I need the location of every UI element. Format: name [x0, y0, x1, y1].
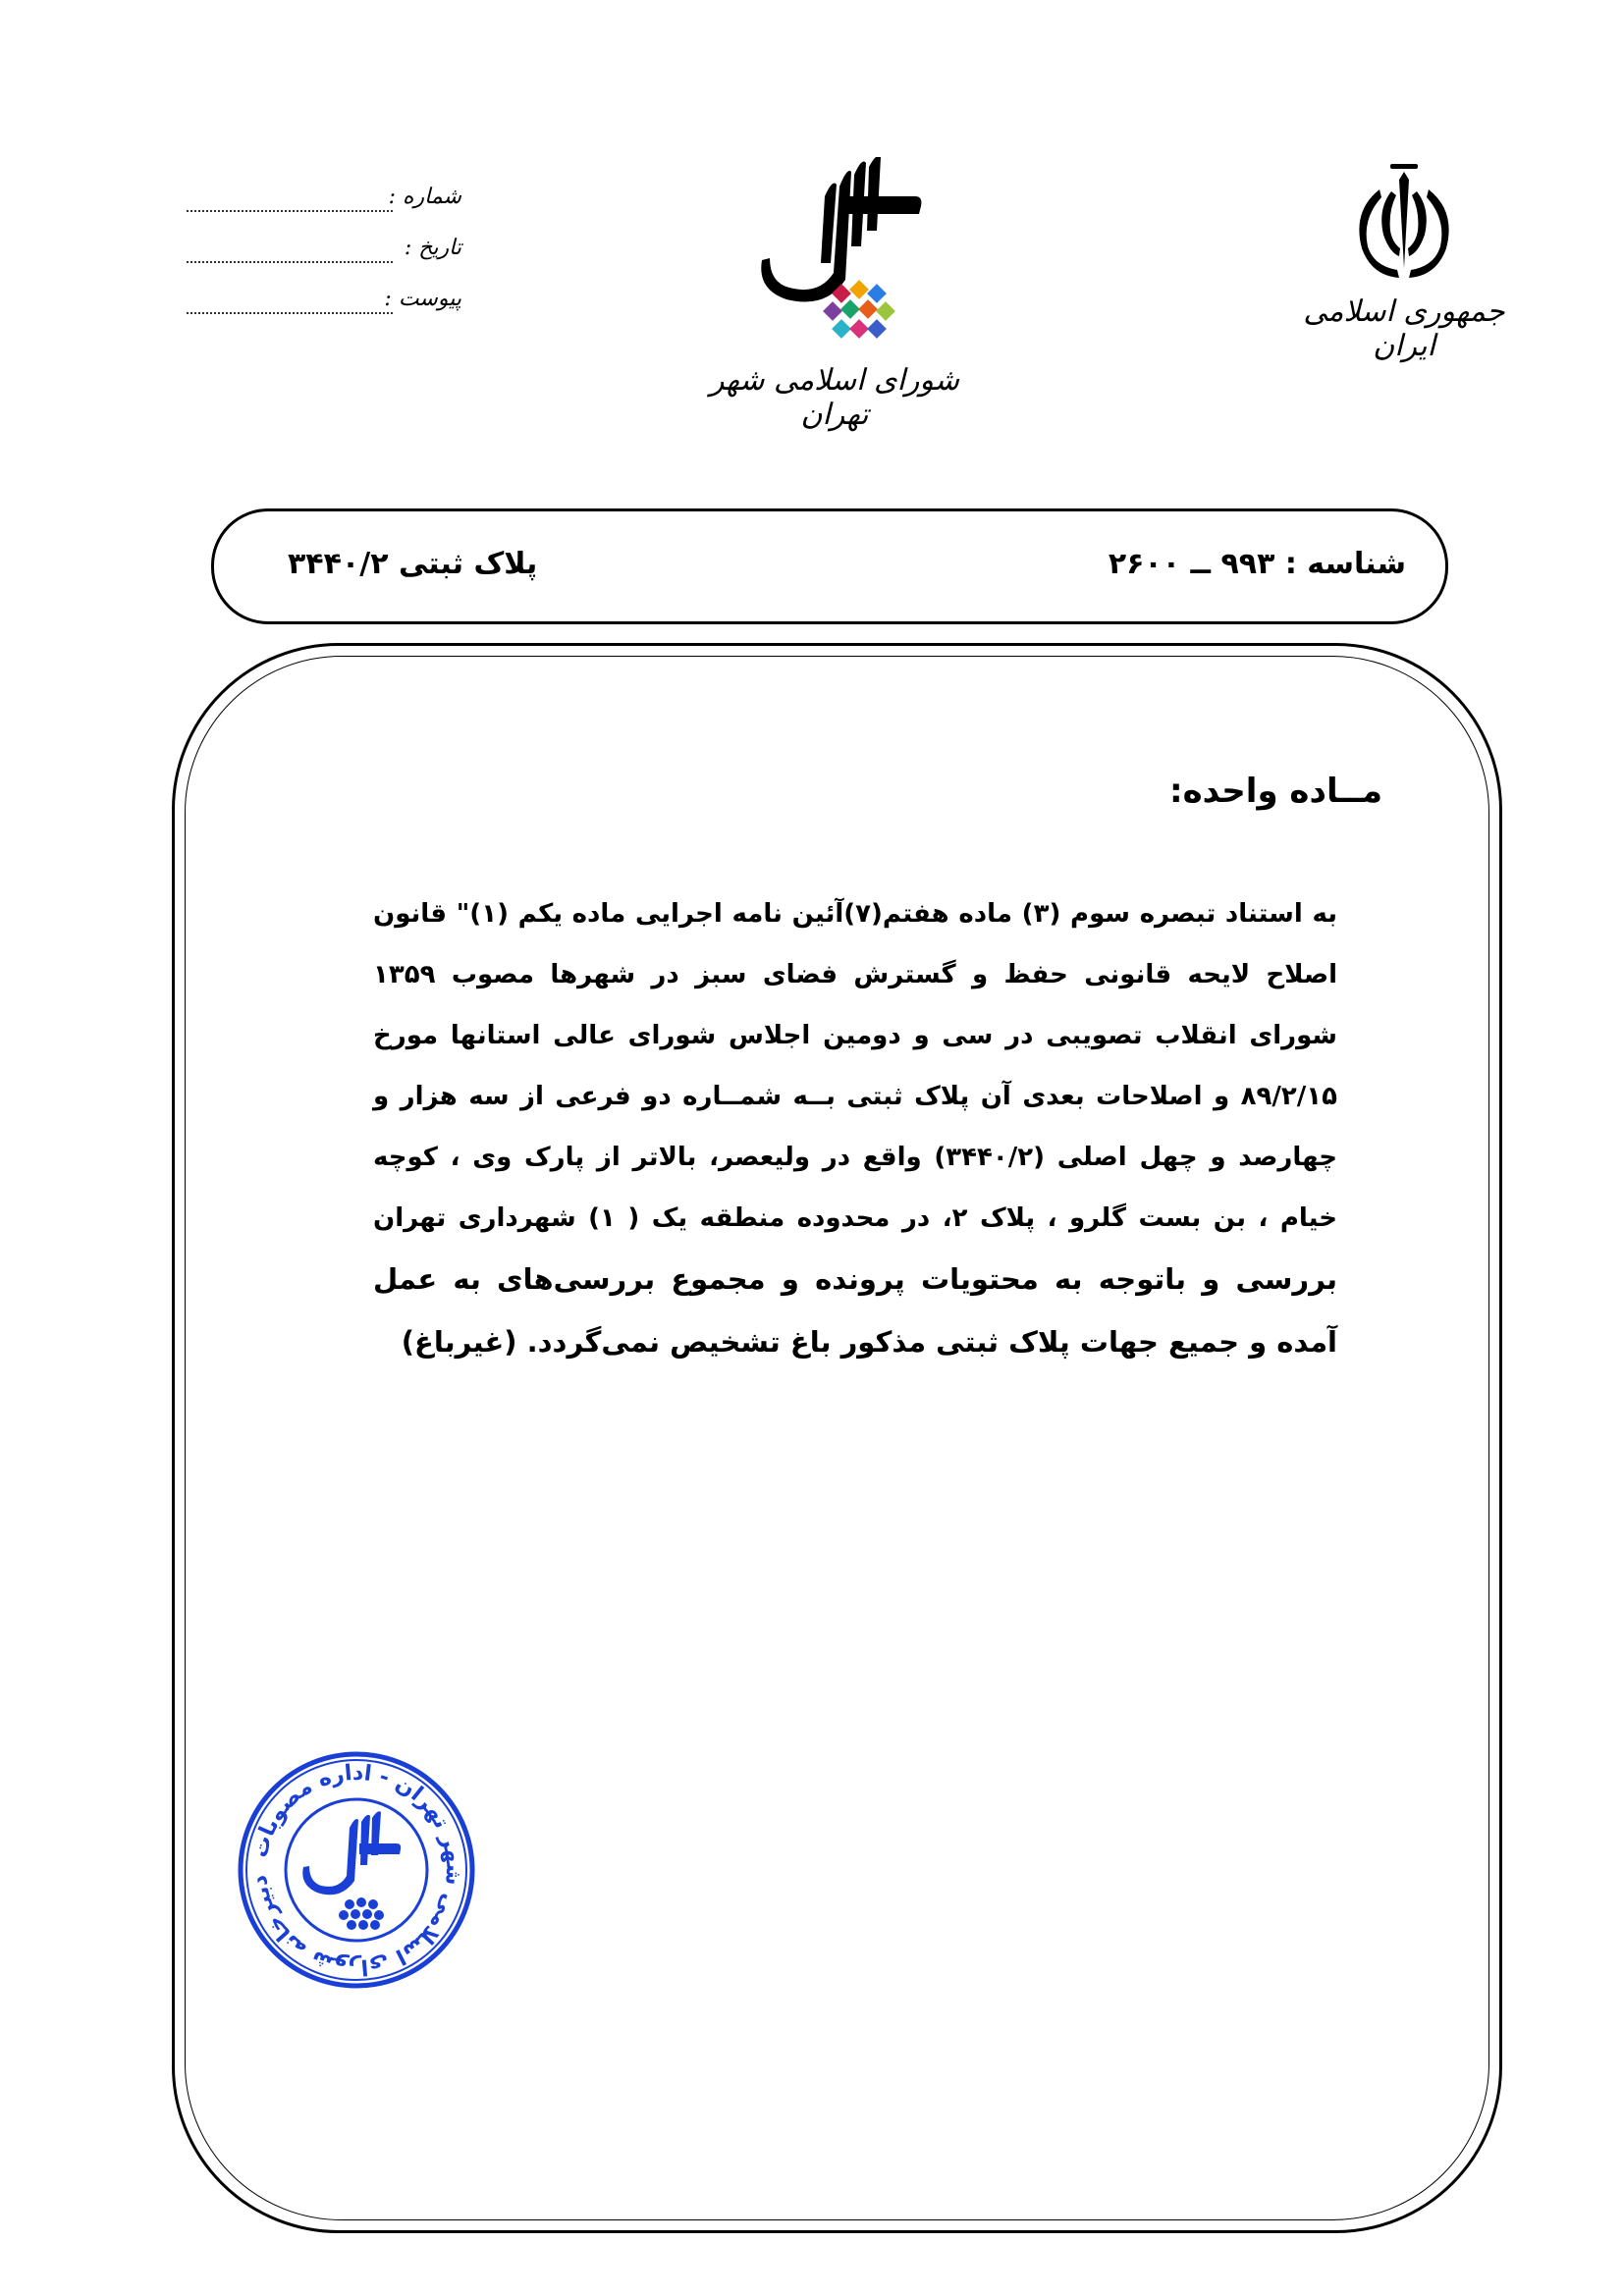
attachment-label: پیوست : [384, 287, 461, 311]
date-dotted-line [187, 261, 393, 263]
attachment-dotted-line [187, 312, 393, 314]
stamp-ring-text: دبیرخانه شورای اسلامی شهر تهران - اداره مصوبات [247, 1760, 466, 1980]
number-label: شماره : [388, 185, 461, 209]
registered-plot-number: پلاک ثبتی ۳۴۴۰/۲ [288, 547, 538, 581]
section-title: مــاده واحده: [1168, 772, 1382, 811]
svg-text:دبیرخانه شورای اسلامی شهر تهرا [247, 1761, 465, 1979]
number-field [187, 185, 461, 224]
official-stamp [234, 1747, 479, 1993]
body-paragraph-bold: بررسی و باتوجه به محتویات پرونده و مجموع بررسی‌های به عمل آمده و جمیع جهات پلاک ثبتی مذکور باغ تشخیص نمی‌گردد. (غیرباغ) [373, 1262, 1337, 1359]
council-logo [687, 157, 982, 432]
body-paragraph [373, 883, 1337, 1374]
council-name: شورای اسلامی شهر تهران [710, 363, 959, 432]
emblem-icon [1296, 162, 1512, 290]
number-dotted-line [187, 210, 393, 212]
date-label: تاریخ : [404, 236, 461, 260]
council-logo-icon [687, 157, 982, 353]
stamp-seal-icon [234, 1747, 479, 1993]
identifier-number: شناسه : ۹۹۳ ــ ۲۶۰۰ [1108, 547, 1406, 581]
republic-emblem [1296, 162, 1512, 363]
republic-name: جمهوری اسلامی ایران [1303, 294, 1505, 363]
attachment-field [187, 287, 461, 326]
date-field [187, 236, 461, 275]
identifier-box [211, 508, 1448, 624]
body-paragraph-plain: به استناد تبصره سوم (۳) ماده هفتم(۷)آئین نامه اجرایی ماده یکم (۱)" قانون اصلاح لایحه قانونی حفظ و گسترش فضای سبز در شهرها مصوب ۱۳۵۹ شورای انقلاب تصویبی در سی و دومین اجلاس شورای عالی استانها مورخ ۸۹/۲/۱۵ و اصلاحات بعدی آن پلاک ثبتی بــه شمــاره دو فرعی از سه هزار و چهارصد و چهل اصلی (۳۴۴۰/۲) واقع در ولیعصر، بالاتر از پارک وی ، کوچه خیام ، بن بست گلرو ، پلاک ۲، در محدوده منطقه یک ( ۱) شهرداری تهران [373, 899, 1337, 1233]
